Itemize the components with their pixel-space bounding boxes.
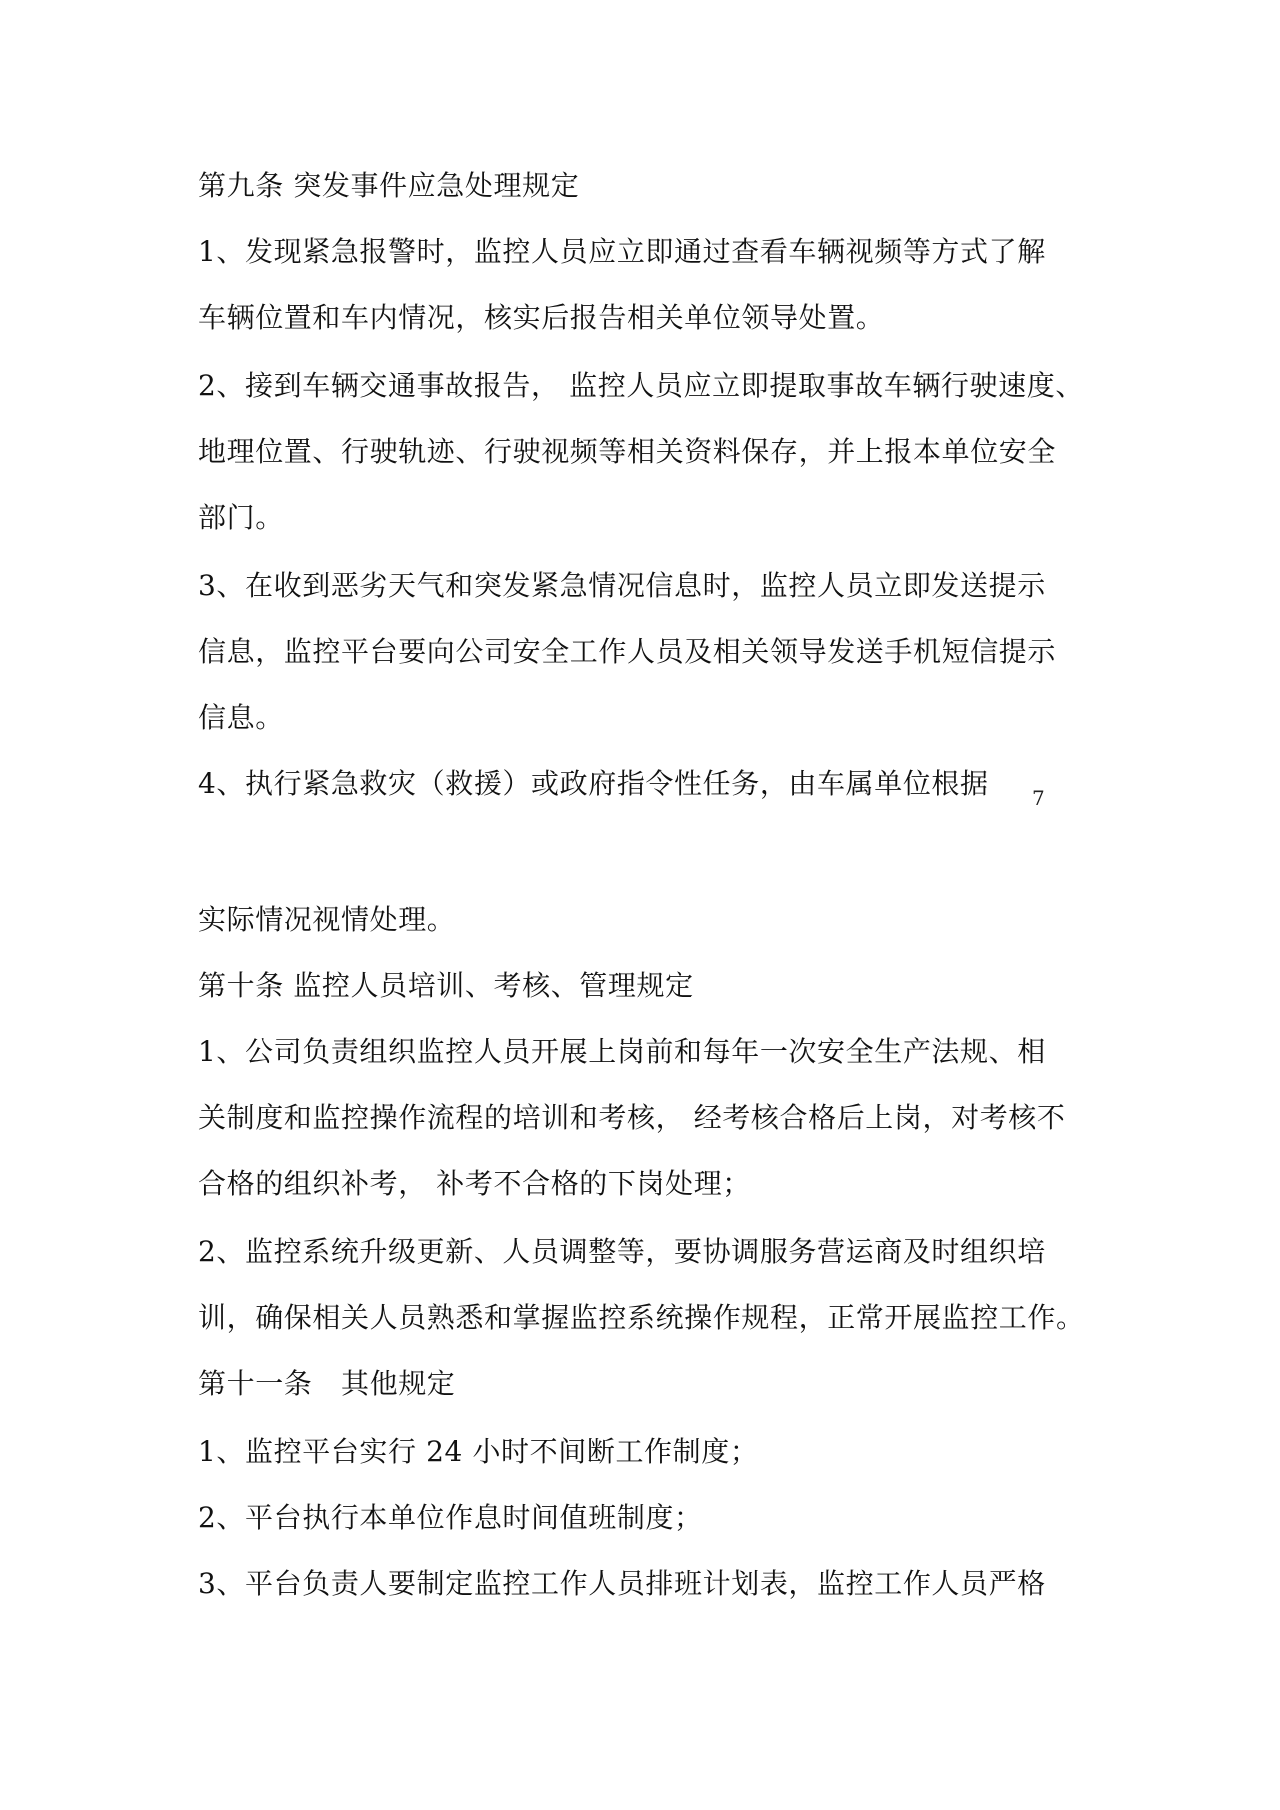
paragraph-line: 合格的组织补考， 补考不合格的下岗处理； xyxy=(198,1167,751,1200)
article-heading-11: 第十一条 其他规定 xyxy=(198,1367,456,1400)
paragraph-line: 车辆位置和车内情况，核实后报告相关单位领导处置。 xyxy=(198,301,885,334)
paragraph-line: 关制度和监控操作流程的培训和考核， 经考核合格后上岗，对考核不 xyxy=(198,1101,1066,1134)
paragraph-line: 1、监控平台实行 24 小时不间断工作制度； xyxy=(198,1435,759,1468)
paragraph-line: 2、平台执行本单位作息时间值班制度； xyxy=(198,1501,703,1534)
paragraph-line: 1、发现紧急报警时，监控人员应立即通过查看车辆视频等方式了解 xyxy=(198,235,1046,268)
paragraph-line: 3、在收到恶劣天气和突发紧急情况信息时，监控人员立即发送提示 xyxy=(198,569,1046,602)
paragraph-line: 训，确保相关人员熟悉和掌握监控系统操作规程，正常开展监控工作。 xyxy=(198,1301,1085,1334)
paragraph-line: 部门。 xyxy=(198,501,284,534)
paragraph-line: 地理位置、行驶轨迹、行驶视频等相关资料保存，并上报本单位安全 xyxy=(198,435,1057,468)
paragraph-line: 信息。 xyxy=(198,701,284,734)
paragraph-line: 4、执行紧急救灾（救援）或政府指令性任务，由车属单位根据 xyxy=(198,767,989,800)
paragraph-line: 3、平台负责人要制定监控工作人员排班计划表，监控工作人员严格 xyxy=(198,1567,1046,1600)
page-number: 7 xyxy=(1032,786,1045,810)
paragraph-line: 实际情况视情处理。 xyxy=(198,903,456,936)
paragraph-line: 1、公司负责组织监控人员开展上岗前和每年一次安全生产法规、相 xyxy=(198,1035,1046,1068)
paragraph-line: 2、监控系统升级更新、人员调整等，要协调服务营运商及时组织培 xyxy=(198,1235,1046,1268)
article-heading-9: 第九条 突发事件应急处理规定 xyxy=(198,169,580,202)
paragraph-line: 信息，监控平台要向公司安全工作人员及相关领导发送手机短信提示 xyxy=(198,635,1057,668)
paragraph-line: 2、接到车辆交通事故报告， 监控人员应立即提取事故车辆行驶速度、 xyxy=(198,369,1084,402)
article-heading-10: 第十条 监控人员培训、考核、管理规定 xyxy=(198,969,694,1002)
